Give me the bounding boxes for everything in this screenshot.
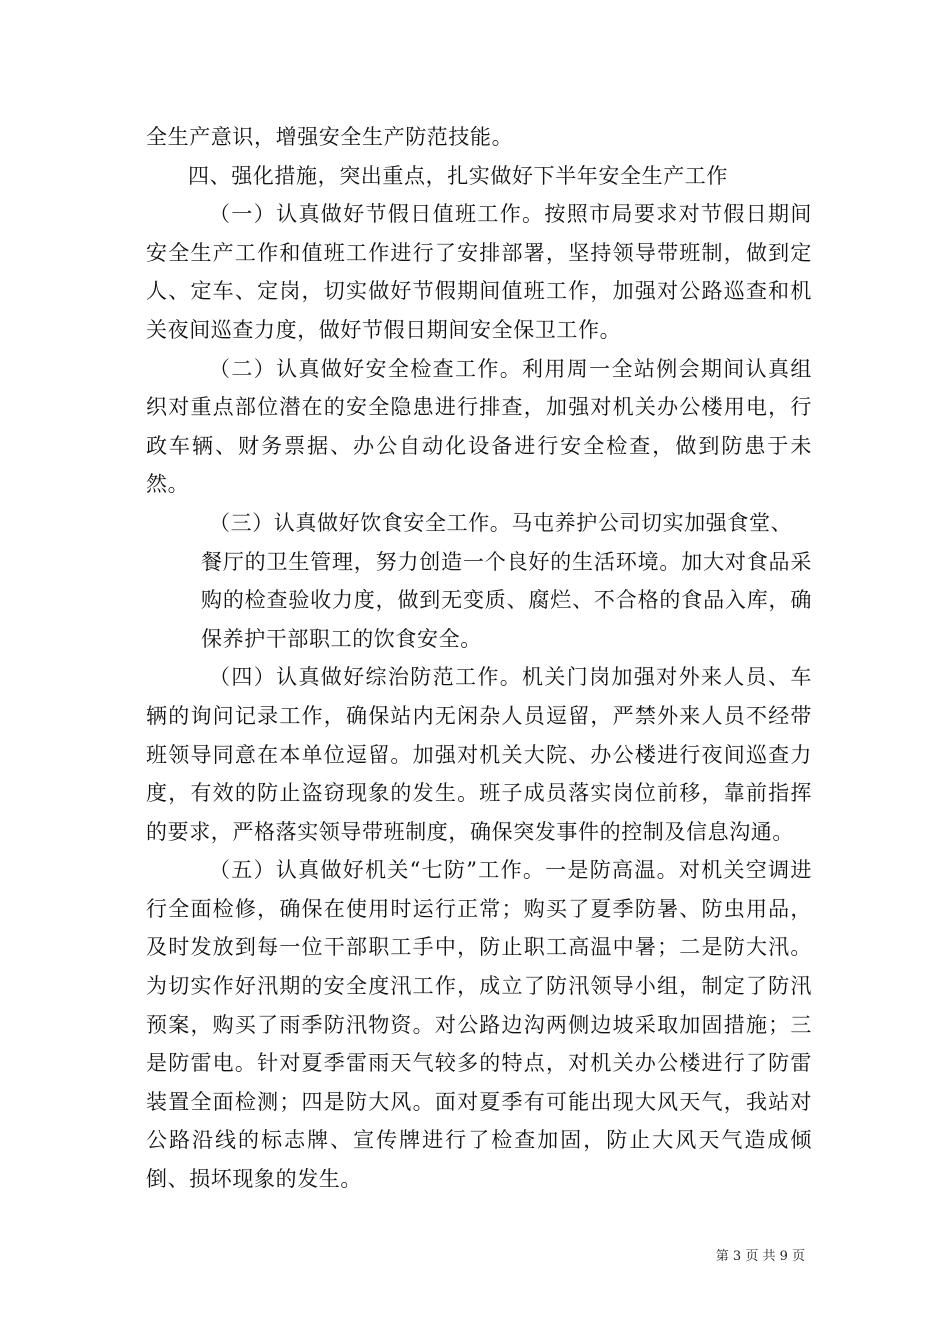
paragraph-item-1: （一）认真做好节假日值班工作。按照市局要求对节假日期间安全生产工作和值班工作进行了安排部署，坚持领导带班制，做到定人、定车、定岗，切实做好节假期间值班工作，加强对公路巡查和机关夜间巡查力度，做好节假日期间安全保卫工作。 xyxy=(146,202,812,342)
paragraph-item-3-continued: 餐厅的卫生管理，努力创造一个良好的生活环境。加大对食品采购的检查验收力度，做到无变质、腐烂、不合格的食品入库，确保养护干部职工的饮食安全。 xyxy=(201,549,812,651)
paragraph-item-3: （三）认真做好饮食安全工作。马屯养护公司切实加强食堂、 xyxy=(209,510,793,535)
section-heading: 四、强化措施，突出重点，扎实做好下半年安全生产工作 xyxy=(188,163,728,188)
page-number: 第 3 页 共 9 页 xyxy=(715,1249,805,1264)
paragraph-item-2: （二）认真做好安全检查工作。利用周一全站例会期间认真组织对重点部位潜在的安全隐患进行排查，加强对机关办公楼用电，行政车辆、财务票据、办公自动化设备进行安全检查，做到防患于未然。 xyxy=(146,356,812,497)
paragraph-item-4: （四）认真做好综治防范工作。机关门岗加强对外来人员、车辆的询问记录工作，确保站内无闲杂人员逗留，严禁外来人员不经带班领导同意在本单位逗留。加强对机关大院、办公楼进行夜间巡查力度，有效的防止盗窃现象的发生。班子成员落实岗位前移，靠前指挥的要求，严格落实领导带班制度，确保突发事件的控制及信息沟通。 xyxy=(146,665,812,844)
document-body xyxy=(146,118,812,1199)
paragraph-item-5: （五）认真做好机关“七防”工作。一是防高温。对机关空调进行全面检修，确保在使用时运行正常；购买了夏季防暑、防虫用品，及时发放到每一位干部职工手中，防止职工高温中暑；二是防大汛。为切实作好汛期的安全度汛工作，成立了防汛领导小组，制定了防汛预案，购买了雨季防汛物资。对公路边沟两侧边坡采取加固措施；三是防雷电。针对夏季雷雨天气较多的特点，对机关办公楼进行了防雷装置全面检测；四是防大风。面对夏季有可能出现大风天气，我站对公路沿线的标志牌、宣传牌进行了检查加固，防止大风天气造成倾倒、损坏现象的发生。 xyxy=(146,858,812,1192)
paragraph-continuation: 全生产意识，增强安全生产防范技能。 xyxy=(146,125,514,149)
